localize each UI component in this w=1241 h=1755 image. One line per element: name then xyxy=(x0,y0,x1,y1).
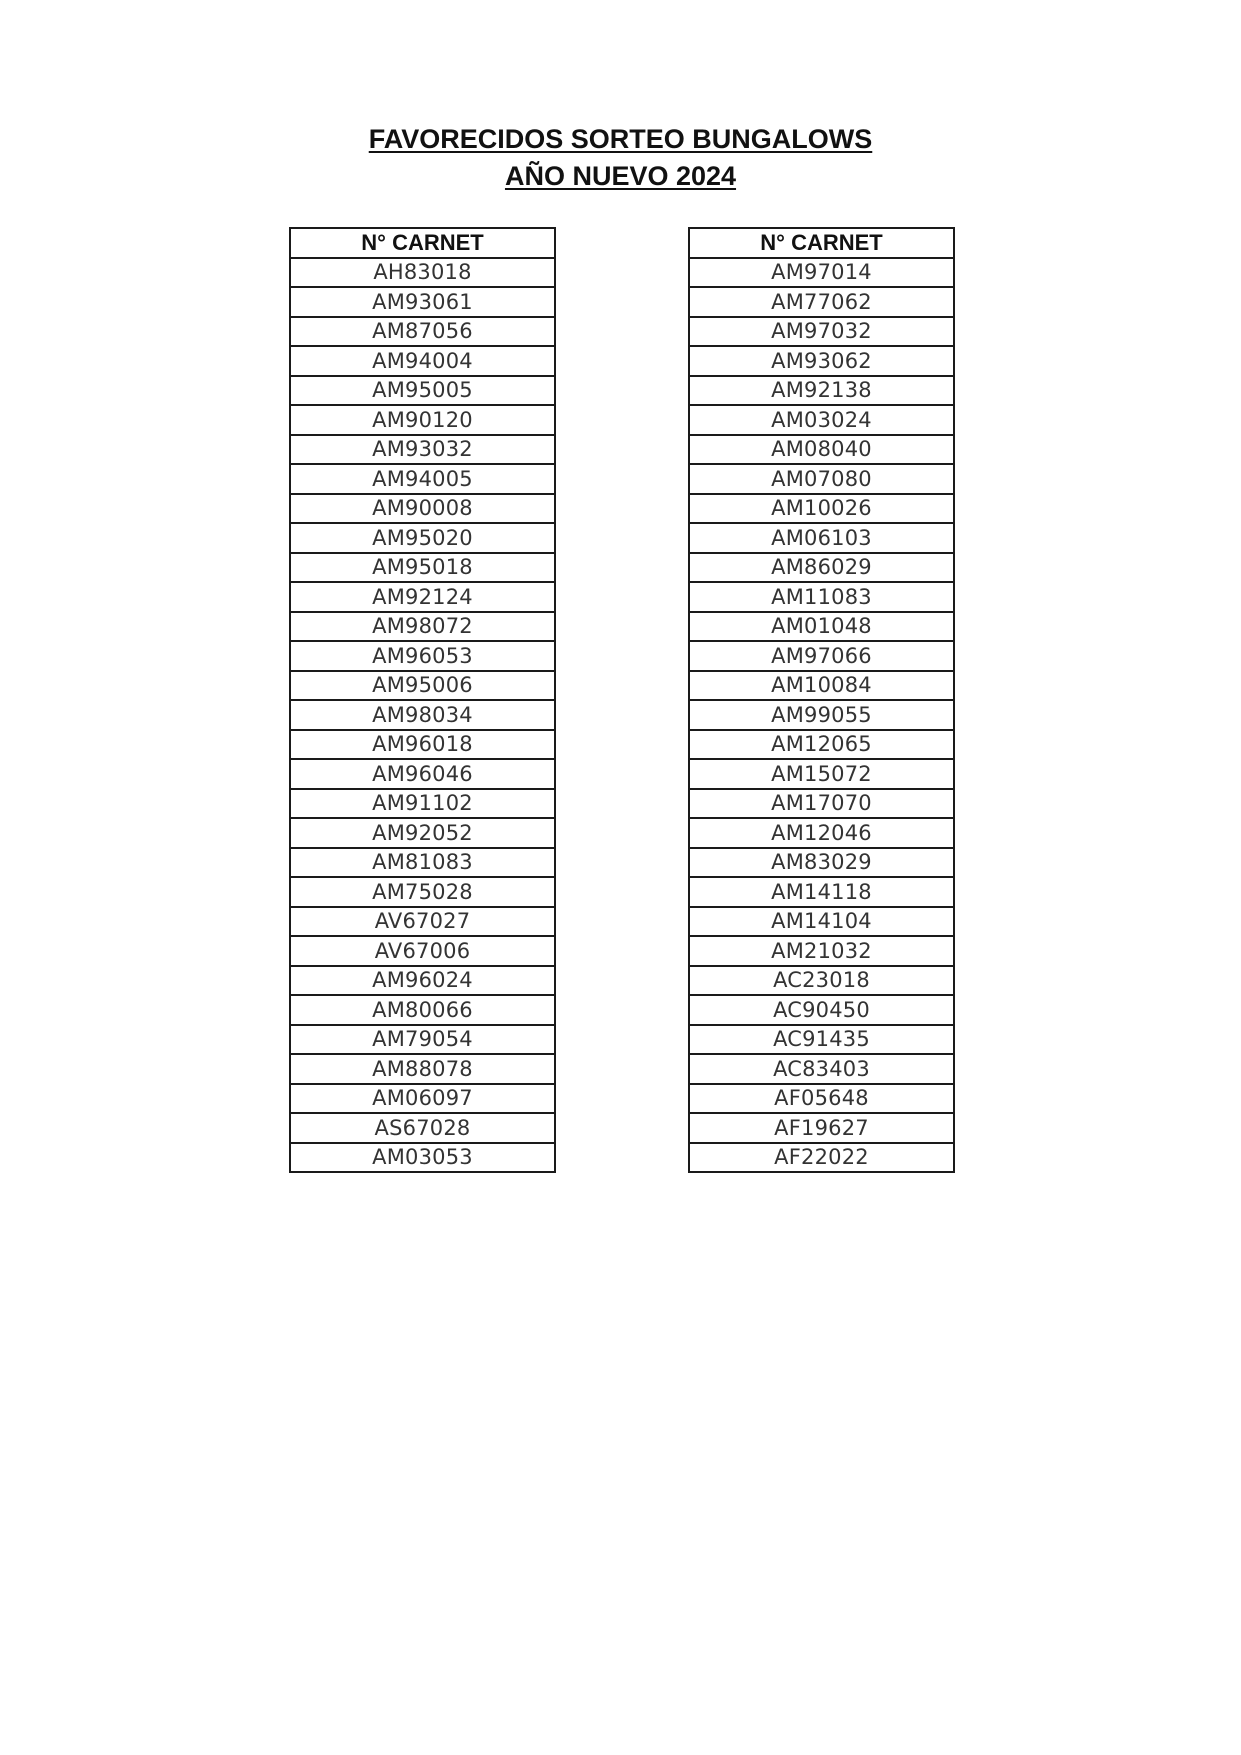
carnet-number-cell: AM10084 xyxy=(689,671,954,701)
table-row xyxy=(689,730,954,760)
carnet-number-cell: AM94004 xyxy=(290,346,555,376)
table-row xyxy=(689,405,954,435)
carnet-number-cell: AM87056 xyxy=(290,317,555,347)
table-row xyxy=(689,258,954,288)
carnet-number-cell: AM94005 xyxy=(290,464,555,494)
carnet-number-cell: AC90450 xyxy=(689,995,954,1025)
table-row xyxy=(689,995,954,1025)
carnet-number-cell: AM07080 xyxy=(689,464,954,494)
table-row xyxy=(290,258,555,288)
table-row xyxy=(689,464,954,494)
carnet-number-cell: AM86029 xyxy=(689,553,954,583)
table-row xyxy=(290,346,555,376)
table-row xyxy=(689,966,954,996)
table-row xyxy=(290,582,555,612)
carnet-number-cell: AM11083 xyxy=(689,582,954,612)
table-row xyxy=(689,759,954,789)
carnet-number-cell: AM01048 xyxy=(689,612,954,642)
table-row xyxy=(689,317,954,347)
table-row xyxy=(290,1084,555,1114)
page-subtitle xyxy=(0,158,1241,194)
table-row xyxy=(290,818,555,848)
table-row xyxy=(689,582,954,612)
carnet-number-cell: AM97066 xyxy=(689,641,954,671)
carnet-number-cell: AV67006 xyxy=(290,936,555,966)
carnet-number-cell: AM03024 xyxy=(689,405,954,435)
carnet-number-cell: AM83029 xyxy=(689,848,954,878)
carnet-number-cell: AM90120 xyxy=(290,405,555,435)
carnet-number-cell: AM96046 xyxy=(290,759,555,789)
carnet-number-cell: AM81083 xyxy=(290,848,555,878)
column-header-carnet: N° CARNET xyxy=(689,228,954,258)
carnet-number-cell: AM98072 xyxy=(290,612,555,642)
table-row xyxy=(290,612,555,642)
carnet-number-cell: AF05648 xyxy=(689,1084,954,1114)
table-row xyxy=(290,405,555,435)
table-row xyxy=(689,848,954,878)
table-row xyxy=(689,877,954,907)
table-row xyxy=(290,966,555,996)
carnet-number-cell: AM14104 xyxy=(689,907,954,937)
table-row xyxy=(290,464,555,494)
table-row xyxy=(689,907,954,937)
table-row xyxy=(290,730,555,760)
carnet-number-cell: AC83403 xyxy=(689,1054,954,1084)
table-row xyxy=(290,907,555,937)
carnet-number-cell: AH83018 xyxy=(290,258,555,288)
table-row xyxy=(689,1143,954,1173)
table-row xyxy=(689,936,954,966)
table-row xyxy=(290,1143,555,1173)
carnet-number-cell: AC23018 xyxy=(689,966,954,996)
carnet-number-cell: AM08040 xyxy=(689,435,954,465)
carnet-number-cell: AM10026 xyxy=(689,494,954,524)
table-row xyxy=(290,1113,555,1143)
carnet-number-cell: AM12065 xyxy=(689,730,954,760)
table-row xyxy=(689,818,954,848)
carnet-number-cell: AF19627 xyxy=(689,1113,954,1143)
carnet-number-cell: AM96018 xyxy=(290,730,555,760)
table-row xyxy=(290,877,555,907)
table-row xyxy=(290,1054,555,1084)
carnet-number-cell: AM93061 xyxy=(290,287,555,317)
carnet-number-cell: AM06103 xyxy=(689,523,954,553)
table-row xyxy=(290,287,555,317)
table-row xyxy=(689,700,954,730)
carnet-number-cell: AM17070 xyxy=(689,789,954,819)
table-row xyxy=(290,376,555,406)
table-row xyxy=(290,759,555,789)
carnet-number-cell: AM93032 xyxy=(290,435,555,465)
table-row xyxy=(290,553,555,583)
carnet-number-cell: AC91435 xyxy=(689,1025,954,1055)
carnet-number-cell: AM79054 xyxy=(290,1025,555,1055)
carnet-number-cell: AM98034 xyxy=(290,700,555,730)
carnet-number-cell: AM80066 xyxy=(290,995,555,1025)
carnet-number-cell: AM14118 xyxy=(689,877,954,907)
carnet-number-cell: AM92052 xyxy=(290,818,555,848)
table-row xyxy=(290,848,555,878)
table-row xyxy=(689,494,954,524)
table-row xyxy=(290,789,555,819)
table-row xyxy=(689,523,954,553)
table-header-row xyxy=(689,228,954,258)
title-line-1: FAVORECIDOS SORTEO BUNGALOWS xyxy=(368,124,873,154)
carnet-number-cell: AF22022 xyxy=(689,1143,954,1173)
table-row xyxy=(290,1025,555,1055)
table-row xyxy=(290,995,555,1025)
carnet-number-cell: AM95006 xyxy=(290,671,555,701)
table-row xyxy=(689,287,954,317)
table-row xyxy=(689,1025,954,1055)
carnet-number-cell: AM88078 xyxy=(290,1054,555,1084)
table-row xyxy=(689,641,954,671)
carnet-number-cell: AM90008 xyxy=(290,494,555,524)
column-header-carnet: N° CARNET xyxy=(290,228,555,258)
carnet-number-cell: AM92124 xyxy=(290,582,555,612)
carnet-number-cell: AM96024 xyxy=(290,966,555,996)
carnet-number-cell: AM12046 xyxy=(689,818,954,848)
table-row xyxy=(290,671,555,701)
table-row xyxy=(689,1054,954,1084)
carnet-number-cell: AM21032 xyxy=(689,936,954,966)
carnet-number-cell: AM96053 xyxy=(290,641,555,671)
table-row xyxy=(290,494,555,524)
table-row xyxy=(290,936,555,966)
table-row xyxy=(689,376,954,406)
table-row xyxy=(290,435,555,465)
carnet-number-cell: AM97014 xyxy=(689,258,954,288)
carnet-number-cell: AM75028 xyxy=(290,877,555,907)
table-row xyxy=(689,1113,954,1143)
carnet-number-cell: AS67028 xyxy=(290,1113,555,1143)
table-row xyxy=(689,612,954,642)
carnet-number-cell: AM95018 xyxy=(290,553,555,583)
carnet-number-cell: AM93062 xyxy=(689,346,954,376)
table-row xyxy=(290,700,555,730)
table-row xyxy=(290,317,555,347)
carnet-number-cell: AM92138 xyxy=(689,376,954,406)
page-title xyxy=(0,121,1241,157)
carnet-number-cell: AV67027 xyxy=(290,907,555,937)
carnet-number-cell: AM15072 xyxy=(689,759,954,789)
carnet-number-cell: AM95005 xyxy=(290,376,555,406)
table-row xyxy=(689,435,954,465)
table-row xyxy=(689,789,954,819)
carnet-table-left xyxy=(289,227,556,1173)
carnet-number-cell: AM99055 xyxy=(689,700,954,730)
table-row xyxy=(689,671,954,701)
carnet-number-cell: AM03053 xyxy=(290,1143,555,1173)
carnet-number-cell: AM95020 xyxy=(290,523,555,553)
table-row xyxy=(689,346,954,376)
table-row xyxy=(689,553,954,583)
table-row xyxy=(689,1084,954,1114)
carnet-table-right xyxy=(688,227,955,1173)
carnet-number-cell: AM77062 xyxy=(689,287,954,317)
carnet-number-cell: AM97032 xyxy=(689,317,954,347)
carnet-number-cell: AM06097 xyxy=(290,1084,555,1114)
title-line-2: AÑO NUEVO 2024 xyxy=(504,161,737,191)
table-row xyxy=(290,523,555,553)
table-row xyxy=(290,641,555,671)
carnet-number-cell: AM91102 xyxy=(290,789,555,819)
table-header-row xyxy=(290,228,555,258)
